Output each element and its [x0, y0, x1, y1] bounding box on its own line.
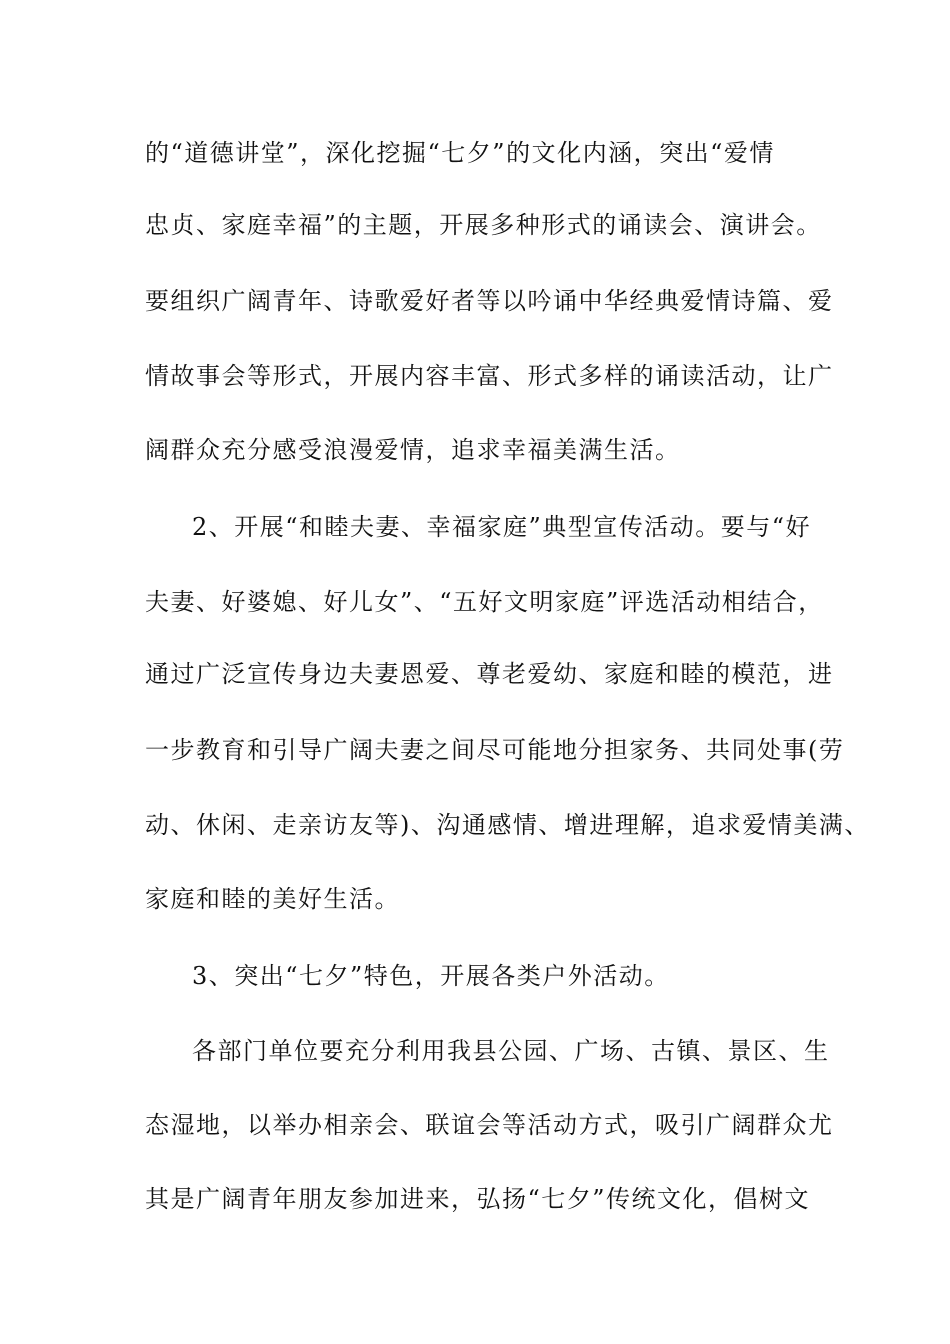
- paragraph-line: 的“道德讲堂”，深化挖掘“七夕”的文化内涵，突出“爱情: [145, 139, 775, 167]
- paragraph-line: 要组织广阔青年、诗歌爱好者等以吟诵中华经典爱情诗篇、爱: [145, 287, 834, 315]
- section-heading-line: 2、开展“和睦夫妻、幸福家庭”典型宣传活动。要与“好: [192, 513, 812, 541]
- paragraph-line: 阔群众充分感受浪漫爱情，追求幸福美满生活。: [145, 436, 681, 464]
- paragraph-line: 各部门单位要充分利用我县公园、广场、古镇、景区、生: [192, 1037, 830, 1065]
- paragraph-line: 夫妻、好婆媳、好儿女”、“五好文明家庭”评选活动相结合，: [145, 588, 824, 616]
- paragraph-line: 情故事会等形式，开展内容丰富、形式多样的诵读活动，让广: [145, 362, 834, 390]
- paragraph-line: 通过广泛宣传身边夫妻恩爱、尊老爱幼、家庭和睦的模范，进: [145, 660, 834, 688]
- section-heading-line: 3、突出“七夕”特色，开展各类户外活动。: [192, 962, 670, 990]
- paragraph-line: 其是广阔青年朋友参加进来，弘扬“七夕”传统文化，倡树文: [145, 1185, 811, 1213]
- paragraph-line: 一步教育和引导广阔夫妻之间尽可能地分担家务、共同处事(劳: [145, 736, 845, 764]
- paragraph-line: 态湿地，以举办相亲会、联谊会等活动方式，吸引广阔群众尤: [145, 1111, 834, 1139]
- paragraph-line: 家庭和睦的美好生活。: [145, 885, 400, 913]
- paragraph-line: 忠贞、家庭幸福”的主题，开展多种形式的诵读会、演讲会。: [145, 211, 822, 239]
- paragraph-line: 动、休闲、走亲访友等)、沟通感情、增进理解，追求爱情美满、: [145, 811, 870, 839]
